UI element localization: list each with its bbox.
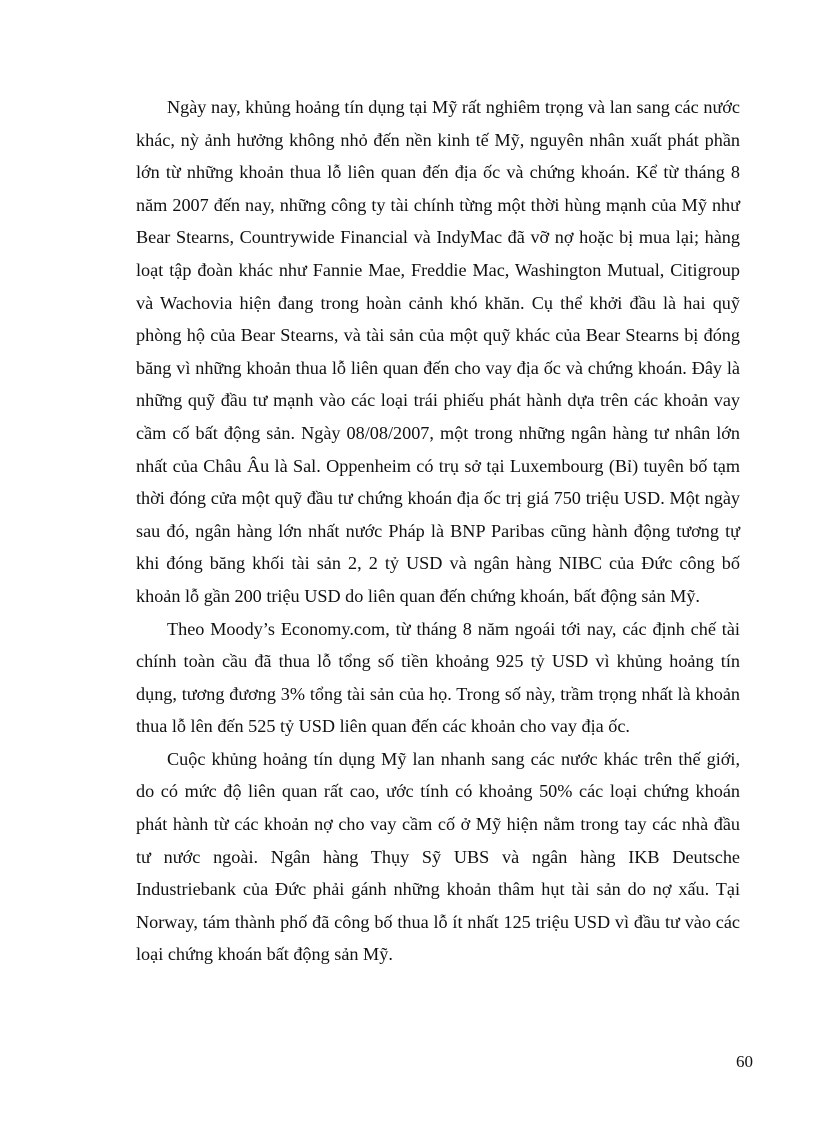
page-number: 60 (736, 1052, 753, 1071)
paragraph-1: Ngày nay, khủng hoảng tín dụng tại Mỹ rất nghiêm trọng và lan sang các nước khác, nỳ ảnh hưởng không nhỏ đến nền kinh tế Mỹ, nguyên nhân xuất phát phần lớn từ những khoản thua lỗ liên quan đến địa ốc và chứng khoán. Kể từ tháng 8 năm 2007 đến nay, những công ty tài chính từng một thời hùng mạnh của Mỹ như Bear Stearns, Countrywide Financial và IndyMac đã vỡ nợ hoặc bị mua lại; hàng loạt tập đoàn khác như Fannie Mae, Freddie Mac, Washington Mutual, Citigroup và Wachovia hiện đang trong hoàn cảnh khó khăn. Cụ thể khởi đầu là hai quỹ phòng hộ của Bear Stearns, và tài sản của một quỹ khác của Bear Stearns bị đóng băng vì những khoản thua lỗ liên quan đến cho vay địa ốc và chứng khoán. Đây là những quỹ đầu tư mạnh vào các loại trái phiếu phát hành dựa trên các khoản vay cầm cố bất động sản. Ngày 08/08/2007, một trong những ngân hàng tư nhân lớn nhất của Châu Âu là Sal. Oppenheim có trụ sở tại Luxembourg (Bỉ) tuyên bố tạm thời đóng cửa một quỹ đầu tư chứng khoán địa ốc trị giá 750 triệu USD. Một ngày sau đó, ngân hàng lớn nhất nước Pháp là BNP Paribas cũng hành động tương tự khi đóng băng khối tài sản 2, 2 tỷ USD và ngân hàng NIBC của Đức công bố khoản lỗ gần 200 triệu USD do liên quan đến chứng khoán, bất động sản Mỹ. (136, 97, 740, 606)
paragraph-3: Cuộc khủng hoảng tín dụng Mỹ lan nhanh sang các nước khác trên thế giới, do có mức độ liên quan rất cao, ước tính có khoảng 50% các loại chứng khoán phát hành từ các khoản nợ cho vay cầm cố ở Mỹ hiện nằm trong tay các nhà đầu tư nước ngoài. Ngân hàng Thụy Sỹ UBS và ngân hàng IKB Deutsche Industriebank của Đức phải gánh những khoản thâm hụt tài sản do nợ xấu. Tại Norway, tám thành phố đã công bố thua lỗ ít nhất 125 triệu USD vì đầu tư vào các loại chứng khoán bất động sản Mỹ. (136, 748, 740, 965)
paragraph-2: Theo Moody’s Economy.com, từ tháng 8 năm ngoái tới nay, các định chế tài chính toàn cầu đã thua lỗ tổng số tiền khoảng 925 tỷ USD vì khủng hoảng tín dụng, tương đương 3% tổng tài sản của họ. Trong số này, trầm trọng nhất là khoản thua lỗ lên đến 525 tỷ USD liên quan đến các khoản cho vay địa ốc. (136, 618, 740, 737)
body-text (136, 91, 740, 971)
